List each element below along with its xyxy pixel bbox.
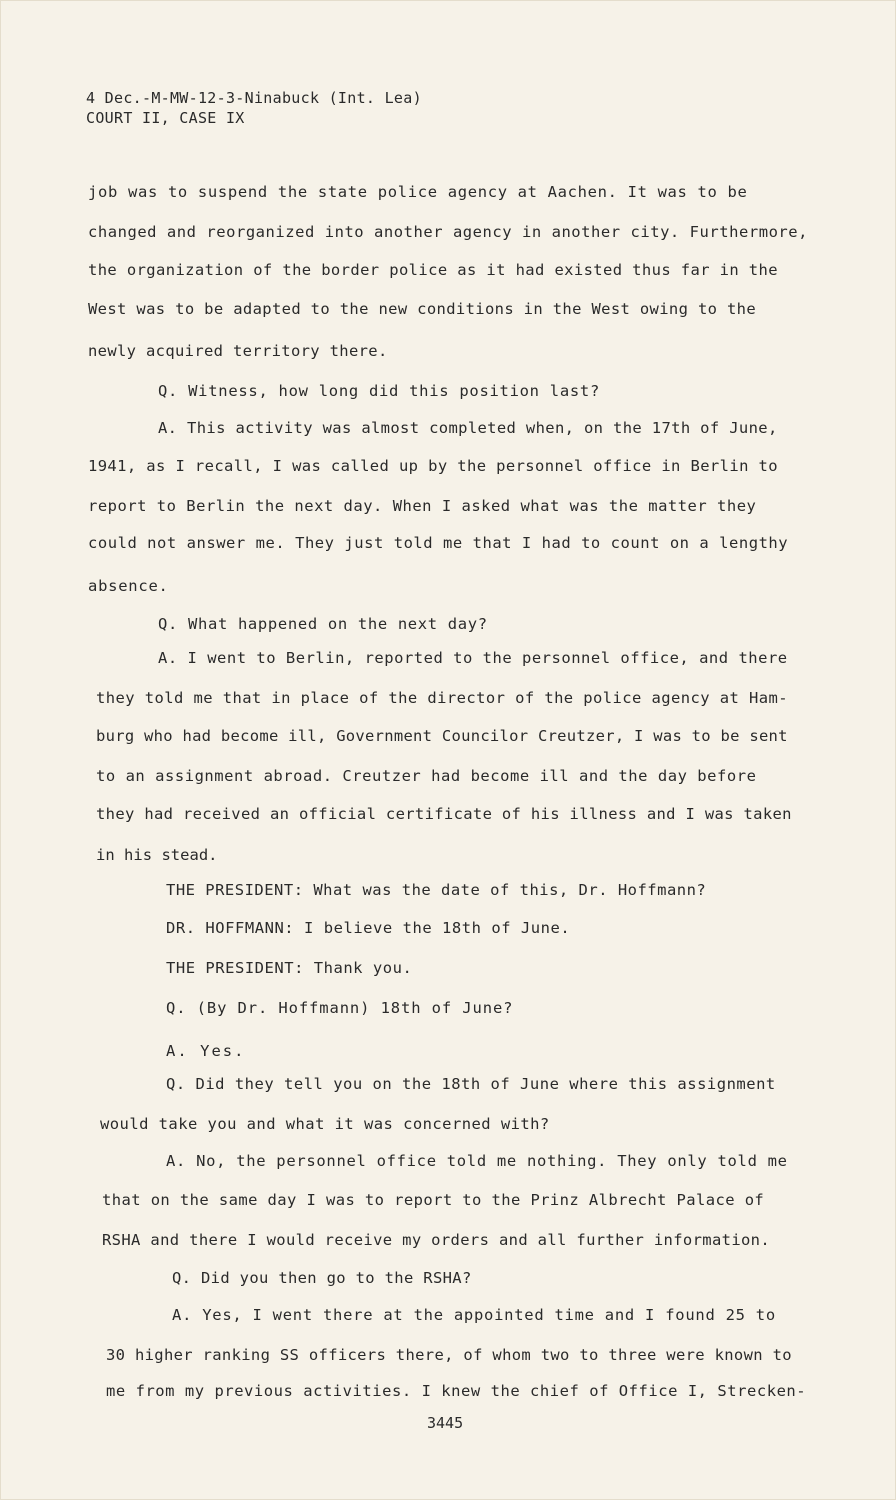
- transcript-line: 30 higher ranking SS officers there, of whom two to three were known to: [106, 1346, 792, 1364]
- transcript-line: THE PRESIDENT: Thank you.: [166, 959, 413, 977]
- transcript-line: absence.: [88, 577, 169, 595]
- transcript-line: the organization of the border police as it had existed thus far in the: [88, 261, 778, 279]
- transcript-line: A. I went to Berlin, reported to the personnel office, and there: [158, 649, 788, 667]
- transcript-line: newly acquired territory there.: [88, 342, 388, 360]
- transcript-line: West was to be adapted to the new conditions in the West owing to the: [88, 300, 757, 318]
- transcript-line: me from my previous activities. I knew the chief of Office I, Strecken-: [106, 1382, 807, 1400]
- transcript-line: DR. HOFFMANN: I believe the 18th of June.: [166, 919, 571, 937]
- header-court-case: COURT II, CASE IX: [86, 109, 245, 127]
- transcript-line: A. No, the personnel office told me nothing. They only told me: [166, 1152, 788, 1170]
- page-number: 3445: [427, 1414, 464, 1432]
- transcript-line: changed and reorganized into another agency in another city. Furthermore,: [88, 223, 809, 241]
- transcript-line: that on the same day I was to report to the Prinz Albrecht Palace of: [102, 1191, 765, 1209]
- transcript-line: they told me that in place of the director of the police agency at Ham-: [96, 689, 788, 707]
- transcript-line: would take you and what it was concerned with?: [100, 1115, 550, 1133]
- transcript-line: to an assignment abroad. Creutzer had become ill and the day before: [96, 767, 757, 785]
- document-header: [86, 88, 422, 128]
- transcript-line: Q. Did you then go to the RSHA?: [172, 1269, 472, 1287]
- transcript-line: A. Yes.: [166, 1042, 246, 1060]
- transcript-line: 1941, as I recall, I was called up by the personnel office in Berlin to: [88, 457, 778, 475]
- transcript-line: they had received an official certificate of his illness and I was taken: [96, 805, 792, 823]
- transcript-line: burg who had become ill, Government Councilor Creutzer, I was to be sent: [96, 727, 788, 745]
- transcript-line: report to Berlin the next day. When I asked what was the matter they: [88, 497, 757, 515]
- transcript-line: job was to suspend the state police agency at Aachen. It was to be: [88, 183, 748, 201]
- transcript-line: Q. What happened on the next day?: [158, 615, 488, 633]
- transcript-line: Q. Witness, how long did this position last?: [158, 382, 600, 400]
- transcript-line: RSHA and there I would receive my orders and all further information.: [102, 1231, 771, 1249]
- transcript-line: could not answer me. They just told me that I had to count on a lengthy: [88, 534, 789, 552]
- transcript-line: Q. Did they tell you on the 18th of June where this assignment: [166, 1075, 776, 1093]
- header-reference: 4 Dec.-M-MW-12-3-Ninabuck (Int. Lea): [86, 89, 422, 107]
- transcript-line: Q. (By Dr. Hoffmann) 18th of June?: [166, 999, 514, 1017]
- transcript-line: A. This activity was almost completed when, on the 17th of June,: [158, 419, 778, 437]
- transcript-line: THE PRESIDENT: What was the date of this, Dr. Hoffmann?: [166, 881, 707, 899]
- transcript-line: A. Yes, I went there at the appointed time and I found 25 to: [172, 1306, 776, 1324]
- transcript-line: in his stead.: [96, 846, 218, 864]
